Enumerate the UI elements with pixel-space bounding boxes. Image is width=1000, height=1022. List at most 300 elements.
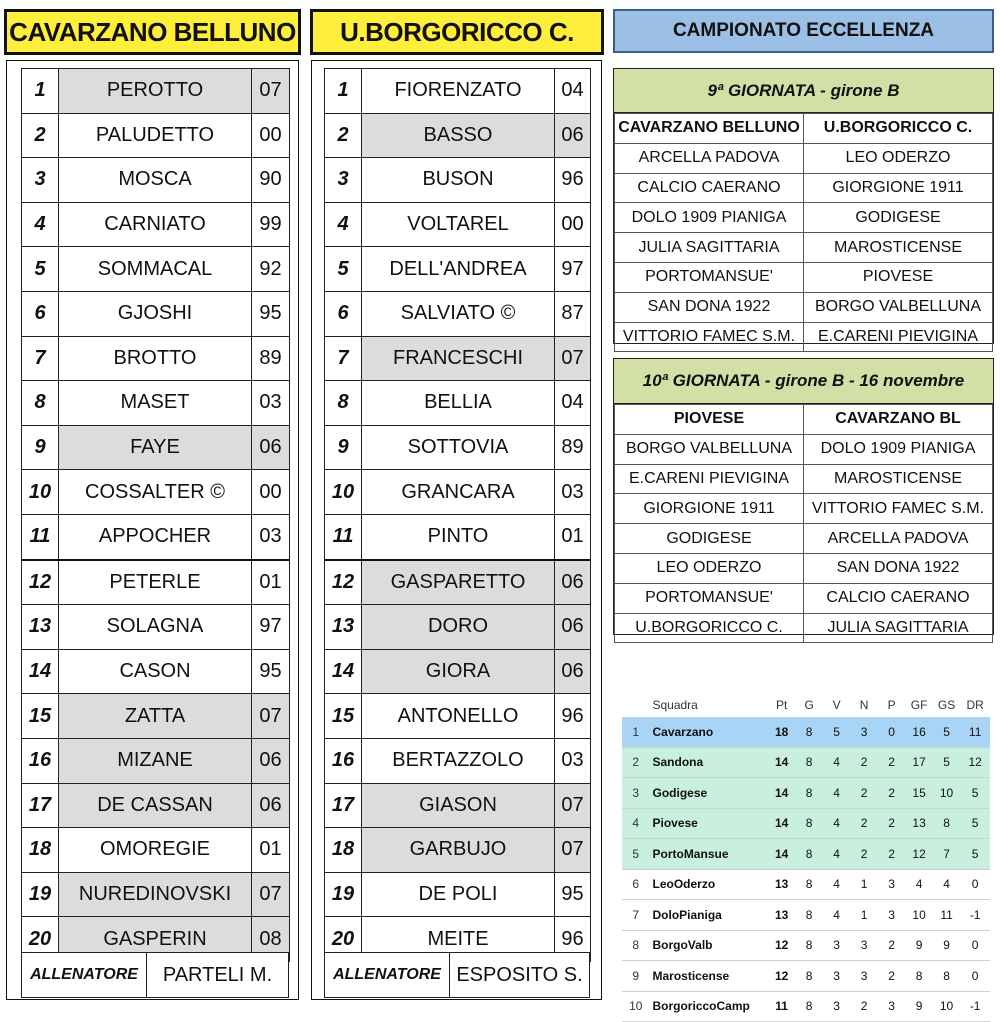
standings-header-cell: V: [832, 697, 841, 712]
birth-year: 07: [555, 336, 591, 381]
home-team: SAN DONA 1922: [615, 292, 804, 322]
shirt-number: 6: [325, 291, 362, 336]
goal-difference: 11: [960, 717, 990, 747]
shirt-number: 7: [325, 336, 362, 381]
roster-row: [22, 202, 290, 247]
roster-row: [325, 336, 591, 381]
goals-against: 8: [933, 808, 960, 839]
shirt-number: 2: [325, 113, 362, 158]
round10-table: [614, 404, 993, 643]
player-name: NUREDINOVSKI: [59, 872, 252, 917]
birth-year: 01: [252, 828, 290, 873]
standings-header-cell: DR: [966, 697, 984, 712]
standings-table: [622, 692, 990, 1022]
left-coach-box: [21, 952, 289, 998]
played: 8: [795, 839, 822, 870]
roster-row: [22, 291, 290, 336]
birth-year: 04: [555, 381, 591, 426]
right-team-name: U.BORGORICCO C.: [340, 16, 574, 47]
round9-fixtures: [613, 68, 994, 344]
roster-row: [22, 694, 290, 739]
goal-difference: 0: [960, 930, 990, 961]
birth-year: 96: [555, 158, 591, 203]
away-team: GIORGIONE 1911: [804, 173, 993, 203]
birth-year: 01: [252, 560, 290, 605]
roster-row: [325, 202, 591, 247]
drawn: 2: [850, 839, 877, 870]
birth-year: 06: [252, 783, 290, 828]
drawn: 3: [850, 930, 877, 961]
goals-for: 10: [905, 900, 932, 931]
standings-row: [622, 808, 990, 839]
right-roster-table: [324, 68, 591, 962]
goals-for: 9: [905, 991, 932, 1022]
fixture-row: [615, 613, 993, 643]
shirt-number: 12: [22, 560, 59, 605]
team-name: Marosticense: [649, 961, 767, 992]
round10-fixtures: [613, 358, 994, 635]
goals-for: 8: [905, 961, 932, 992]
team-name: LeoOderzo: [649, 869, 767, 900]
roster-row: [325, 113, 591, 158]
played: 8: [795, 747, 822, 778]
points: 14: [768, 778, 795, 809]
fixture-row: [615, 494, 993, 524]
birth-year: 95: [555, 872, 591, 917]
player-name: BERTAZZOLO: [362, 738, 555, 783]
roster-row: [22, 425, 290, 470]
points: 12: [768, 930, 795, 961]
position: 7: [622, 900, 649, 931]
drawn: 2: [850, 808, 877, 839]
player-name: CASON: [59, 649, 252, 694]
points: 14: [768, 747, 795, 778]
drawn: 3: [850, 961, 877, 992]
shirt-number: 20: [22, 917, 59, 962]
fixture-row: [615, 553, 993, 583]
birth-year: 00: [252, 113, 290, 158]
player-name: COSSALTER ©: [59, 470, 252, 515]
played: 8: [795, 778, 822, 809]
roster-row: [22, 158, 290, 203]
lost: 3: [878, 991, 905, 1022]
left-roster-table: [21, 68, 290, 962]
goal-difference: 12: [960, 747, 990, 778]
player-name: ZATTA: [59, 694, 252, 739]
shirt-number: 3: [325, 158, 362, 203]
position: 2: [622, 747, 649, 778]
played: 8: [795, 869, 822, 900]
goals-against: 10: [933, 991, 960, 1022]
birth-year: 06: [555, 560, 591, 605]
shirt-number: 5: [22, 247, 59, 292]
birth-year: 07: [252, 872, 290, 917]
birth-year: 06: [555, 605, 591, 650]
drawn: 1: [850, 900, 877, 931]
player-name: SALVIATO ©: [362, 291, 555, 336]
birth-year: 03: [555, 738, 591, 783]
away-team: MAROSTICENSE: [804, 233, 993, 263]
shirt-number: 10: [22, 470, 59, 515]
player-name: PETERLE: [59, 560, 252, 605]
points: 18: [768, 717, 795, 747]
player-name: DE CASSAN: [59, 783, 252, 828]
roster-row: [325, 470, 591, 515]
goal-difference: 0: [960, 961, 990, 992]
drawn: 2: [850, 778, 877, 809]
roster-row: [22, 381, 290, 426]
home-team: LEO ODERZO: [615, 553, 804, 583]
lost: 3: [878, 900, 905, 931]
player-name: ANTONELLO: [362, 694, 555, 739]
roster-row: [22, 560, 290, 605]
goals-for: 9: [905, 930, 932, 961]
roster-row: [22, 828, 290, 873]
player-name: BUSON: [362, 158, 555, 203]
shirt-number: 6: [22, 291, 59, 336]
goals-against: 7: [933, 839, 960, 870]
birth-year: 97: [252, 605, 290, 650]
home-team: PIOVESE: [615, 405, 804, 435]
standings-header-cell: Squadra: [652, 697, 698, 712]
team-name: Sandona: [649, 747, 767, 778]
standings-header-cell: P: [887, 697, 896, 712]
standings-row: [622, 839, 990, 870]
birth-year: 06: [555, 649, 591, 694]
points: 11: [768, 991, 795, 1022]
home-team: CAVARZANO BELLUNO: [615, 114, 804, 144]
points: 14: [768, 839, 795, 870]
fixture-header-row: [615, 405, 993, 435]
shirt-number: 1: [22, 69, 59, 114]
fixture-header-row: [615, 114, 993, 144]
shirt-number: 3: [22, 158, 59, 203]
shirt-number: 14: [22, 649, 59, 694]
home-team: VITTORIO FAMEC S.M.: [615, 322, 804, 352]
away-team: VITTORIO FAMEC S.M.: [804, 494, 993, 524]
round9-table: [614, 113, 993, 352]
played: 8: [795, 900, 822, 931]
birth-year: 87: [555, 291, 591, 336]
birth-year: 04: [555, 69, 591, 114]
left-team-name: CAVARZANO BELLUNO: [9, 16, 296, 47]
birth-year: 00: [555, 202, 591, 247]
birth-year: 92: [252, 247, 290, 292]
goal-difference: 0: [960, 869, 990, 900]
fixture-row: [615, 233, 993, 263]
shirt-number: 18: [325, 828, 362, 873]
away-team: U.BORGORICCO C.: [804, 114, 993, 144]
player-name: SOMMACAL: [59, 247, 252, 292]
away-team: BORGO VALBELLUNA: [804, 292, 993, 322]
points: 13: [768, 869, 795, 900]
shirt-number: 18: [22, 828, 59, 873]
player-name: FAYE: [59, 425, 252, 470]
goal-difference: 5: [960, 808, 990, 839]
goals-for: 12: [905, 839, 932, 870]
standings-header-cell: Pt: [775, 697, 788, 712]
roster-row: [325, 158, 591, 203]
player-name: GJOSHI: [59, 291, 252, 336]
player-name: DE POLI: [362, 872, 555, 917]
drawn: 3: [850, 717, 877, 747]
won: 4: [823, 747, 850, 778]
shirt-number: 15: [325, 694, 362, 739]
left-coach-label: ALLENATORE: [22, 953, 147, 997]
player-name: FRANCESCHI: [362, 336, 555, 381]
player-name: SOTTOVIA: [362, 425, 555, 470]
player-name: FIORENZATO: [362, 69, 555, 114]
player-name: DELL'ANDREA: [362, 247, 555, 292]
away-team: MAROSTICENSE: [804, 464, 993, 494]
played: 8: [795, 991, 822, 1022]
birth-year: 07: [555, 783, 591, 828]
won: 4: [823, 808, 850, 839]
shirt-number: 5: [325, 247, 362, 292]
goals-against: 9: [933, 930, 960, 961]
birth-year: 97: [555, 247, 591, 292]
roster-row: [325, 381, 591, 426]
player-name: GRANCARA: [362, 470, 555, 515]
away-team: JULIA SAGITTARIA: [804, 613, 993, 643]
home-team: U.BORGORICCO C.: [615, 613, 804, 643]
position: 9: [622, 961, 649, 992]
goal-difference: 5: [960, 778, 990, 809]
standings-row: [622, 900, 990, 931]
points: 14: [768, 808, 795, 839]
won: 4: [823, 869, 850, 900]
roster-row: [325, 872, 591, 917]
fixture-row: [615, 292, 993, 322]
championship-header: [613, 9, 994, 53]
shirt-number: 19: [325, 872, 362, 917]
home-team: CALCIO CAERANO: [615, 173, 804, 203]
goals-for: 15: [905, 778, 932, 809]
standings-row: [622, 778, 990, 809]
lost: 2: [878, 930, 905, 961]
away-team: E.CARENI PIEVIGINA: [804, 322, 993, 352]
player-name: PINTO: [362, 514, 555, 559]
team-name: Cavarzano: [649, 717, 767, 747]
round10-title: 10ª GIORNATA - girone B - 16 novembre: [614, 359, 993, 404]
goals-against: 8: [933, 961, 960, 992]
standings-header-cell: GS: [937, 697, 956, 712]
right-team-header: [310, 9, 604, 55]
player-name: BELLIA: [362, 381, 555, 426]
shirt-number: 8: [325, 381, 362, 426]
lost: 0: [878, 717, 905, 747]
roster-row: [22, 470, 290, 515]
birth-year: 89: [252, 336, 290, 381]
player-name: MOSCA: [59, 158, 252, 203]
player-name: APPOCHER: [59, 514, 252, 559]
right-coach-name: ESPOSITO S.: [456, 963, 583, 986]
roster-row: [325, 605, 591, 650]
drawn: 2: [850, 991, 877, 1022]
played: 8: [795, 930, 822, 961]
player-name: BROTTO: [59, 336, 252, 381]
fixture-row: [615, 203, 993, 233]
birth-year: 90: [252, 158, 290, 203]
player-name: GARBUJO: [362, 828, 555, 873]
roster-row: [325, 247, 591, 292]
won: 3: [823, 991, 850, 1022]
away-team: PIOVESE: [804, 262, 993, 292]
shirt-number: 16: [325, 738, 362, 783]
standings-row: [622, 991, 990, 1022]
roster-row: [22, 605, 290, 650]
birth-year: 03: [555, 470, 591, 515]
home-team: BORGO VALBELLUNA: [615, 434, 804, 464]
player-name: DORO: [362, 605, 555, 650]
played: 8: [795, 808, 822, 839]
standings-row: [622, 869, 990, 900]
fixture-row: [615, 583, 993, 613]
goals-for: 17: [905, 747, 932, 778]
birth-year: 08: [252, 917, 290, 962]
shirt-number: 7: [22, 336, 59, 381]
shirt-number: 16: [22, 738, 59, 783]
player-name: SOLAGNA: [59, 605, 252, 650]
birth-year: 07: [555, 828, 591, 873]
home-team: GIORGIONE 1911: [615, 494, 804, 524]
shirt-number: 2: [22, 113, 59, 158]
player-name: PEROTTO: [59, 69, 252, 114]
team-name: BorgoriccoCamp: [649, 991, 767, 1022]
standings-header-cell: N: [859, 697, 869, 712]
roster-row: [22, 69, 290, 114]
roster-row: [22, 649, 290, 694]
standings-header-row: [622, 692, 990, 717]
won: 4: [823, 900, 850, 931]
birth-year: 96: [555, 917, 591, 962]
goals-for: 16: [905, 717, 932, 747]
shirt-number: 13: [325, 605, 362, 650]
roster-row: [22, 247, 290, 292]
roster-row: [22, 514, 290, 559]
points: 12: [768, 961, 795, 992]
player-name: MASET: [59, 381, 252, 426]
team-name: PortoMansue: [649, 839, 767, 870]
standings-row: [622, 961, 990, 992]
shirt-number: 12: [325, 560, 362, 605]
right-coach-box: [324, 952, 590, 998]
birth-year: 03: [252, 514, 290, 559]
home-team: ARCELLA PADOVA: [615, 143, 804, 173]
won: 3: [823, 930, 850, 961]
fixture-row: [615, 464, 993, 494]
away-team: DOLO 1909 PIANIGA: [804, 434, 993, 464]
away-team: CAVARZANO BL: [804, 405, 993, 435]
home-team: GODIGESE: [615, 524, 804, 554]
played: 8: [795, 717, 822, 747]
goal-difference: -1: [960, 991, 990, 1022]
shirt-number: 19: [22, 872, 59, 917]
goals-against: 5: [933, 747, 960, 778]
shirt-number: 1: [325, 69, 362, 114]
home-team: DOLO 1909 PIANIGA: [615, 203, 804, 233]
round9-title: 9ª GIORNATA - girone B: [614, 69, 993, 113]
team-name: DoloPianiga: [649, 900, 767, 931]
player-name: CARNIATO: [59, 202, 252, 247]
standings-header-cell: [622, 692, 649, 717]
shirt-number: 8: [22, 381, 59, 426]
birth-year: 06: [252, 738, 290, 783]
birth-year: 01: [555, 514, 591, 559]
won: 4: [823, 778, 850, 809]
player-name: GASPERIN: [59, 917, 252, 962]
left-coach-name: PARTELI M.: [162, 963, 273, 986]
lost: 2: [878, 778, 905, 809]
roster-row: [22, 783, 290, 828]
roster-row: [325, 69, 591, 114]
fixture-row: [615, 173, 993, 203]
player-name: OMOREGIE: [59, 828, 252, 873]
roster-row: [325, 649, 591, 694]
fixture-row: [615, 434, 993, 464]
home-team: JULIA SAGITTARIA: [615, 233, 804, 263]
birth-year: 03: [252, 381, 290, 426]
away-team: GODIGESE: [804, 203, 993, 233]
position: 8: [622, 930, 649, 961]
player-name: GASPARETTO: [362, 560, 555, 605]
goals-against: 10: [933, 778, 960, 809]
played: 8: [795, 961, 822, 992]
birth-year: 06: [252, 425, 290, 470]
drawn: 2: [850, 747, 877, 778]
roster-row: [22, 738, 290, 783]
fixture-row: [615, 262, 993, 292]
lost: 2: [878, 961, 905, 992]
shirt-number: 9: [22, 425, 59, 470]
standings-row: [622, 930, 990, 961]
home-team: PORTOMANSUE': [615, 583, 804, 613]
standings-header-cell: G: [804, 697, 814, 712]
birth-year: 07: [252, 69, 290, 114]
away-team: CALCIO CAERANO: [804, 583, 993, 613]
birth-year: 89: [555, 425, 591, 470]
championship-title: CAMPIONATO ECCELLENZA: [672, 20, 935, 41]
shirt-number: 20: [325, 917, 362, 962]
player-name: MIZANE: [59, 738, 252, 783]
standings-row: [622, 747, 990, 778]
won: 5: [823, 717, 850, 747]
fixture-row: [615, 322, 993, 352]
roster-row: [22, 113, 290, 158]
team-name: Piovese: [649, 808, 767, 839]
lost: 3: [878, 869, 905, 900]
goals-against: 5: [933, 717, 960, 747]
standings-header-cell: GF: [910, 697, 928, 712]
player-name: MEITE: [362, 917, 555, 962]
fixture-row: [615, 143, 993, 173]
lost: 2: [878, 808, 905, 839]
position: 6: [622, 869, 649, 900]
right-coach-label: ALLENATORE: [325, 953, 450, 997]
shirt-number: 4: [325, 202, 362, 247]
shirt-number: 14: [325, 649, 362, 694]
birth-year: 95: [252, 649, 290, 694]
roster-row: [325, 738, 591, 783]
shirt-number: 9: [325, 425, 362, 470]
birth-year: 96: [555, 694, 591, 739]
goal-difference: -1: [960, 900, 990, 931]
roster-row: [325, 828, 591, 873]
won: 3: [823, 961, 850, 992]
birth-year: 06: [555, 113, 591, 158]
away-team: SAN DONA 1922: [804, 553, 993, 583]
roster-row: [325, 291, 591, 336]
